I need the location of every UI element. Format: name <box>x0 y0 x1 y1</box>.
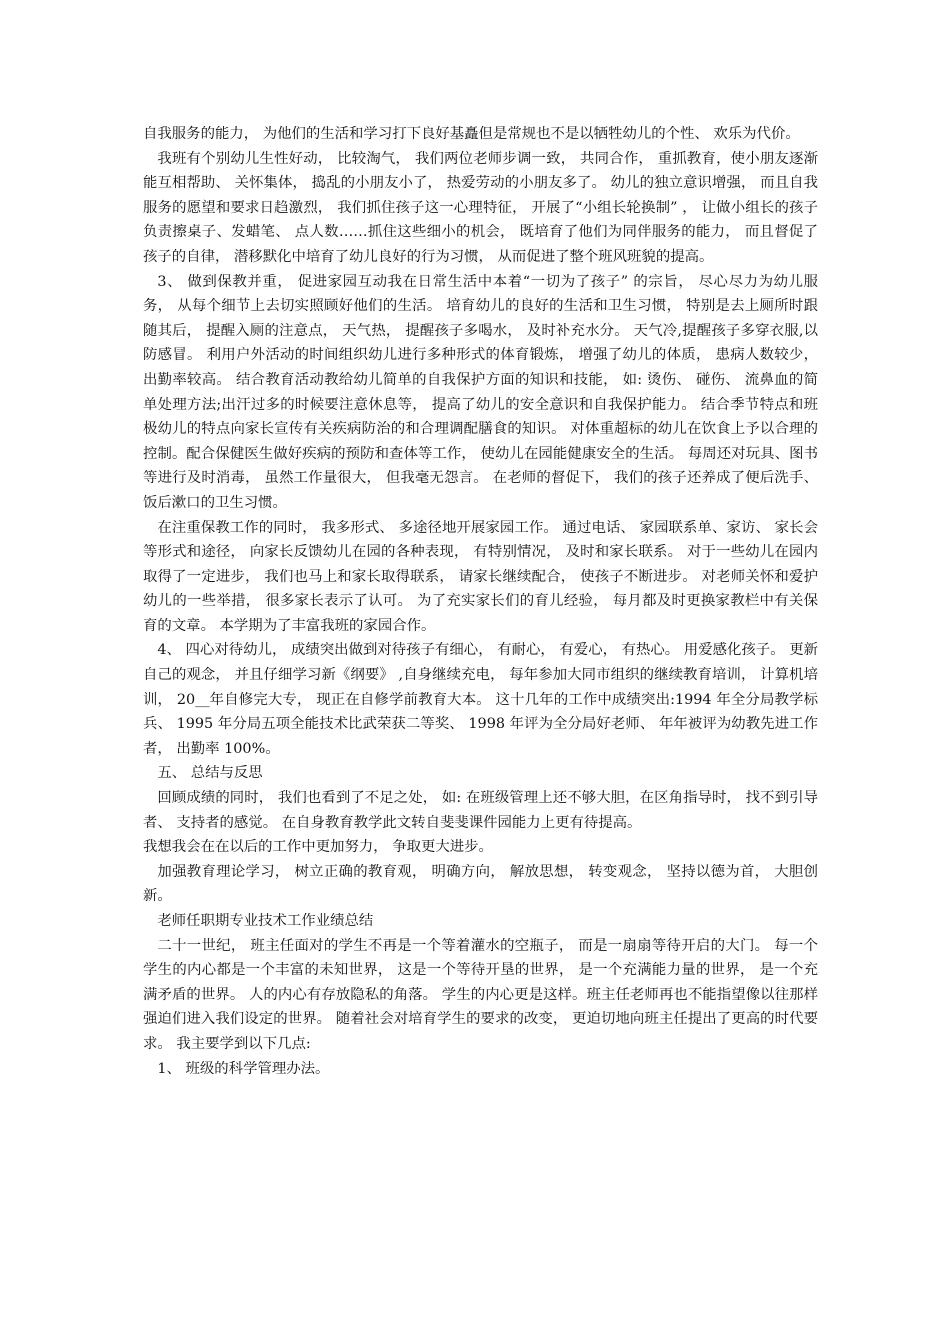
paragraph-four-hearts: 4、 四心对待幼儿， 成绩突出做到对待孩子有细心， 有耐心， 有爱心， 有热心。 用爱感化孩子。 更新自己的观念， 并且仔细学习新《纲要》 ,自身继续充电， 每年参加大同市组织的继续教育培训， 计算机培训， 20__年自修完大专， 现正在自修学前教育大本。 这十几年的工作中成绩突出:1994 年全分局教学标兵、 1995 年分局五项全能技术比武荣获二等奖、 1998 年评为全分局好老师、 年年被评为幼教先进工作者， 出勤率 100%。 <box>143 642 818 757</box>
paragraph-home-school: 在注重保教工作的同时， 我多形式、 多途径地开展家园工作。 通过电话、 家园联系单、家访、 家长会等形式和途径， 向家长反馈幼儿在园的各种表现， 有特别情况， 及时和家长联系。 对于一些幼儿在园内取得了一定进步， 我们也马上和家长取得联系， 请家长继续配合， 使孩子不断进步。 对老师关怀和爱护幼儿的一些举措， 很多家长表示了认可。 为了充实家长们的育儿经验， 每月都及时更换家教栏中有关保育的文章。 本学期为了丰富我班的家园合作。 <box>143 519 818 634</box>
document-body <box>143 122 818 1081</box>
paragraph-twenty-first-century: 二十一世纪， 班主任面对的学生不再是一个等着灌水的空瓶子， 而是一扇扇等待开启的大门。 每一个学生的内心都是一个丰富的未知世界， 这是一个等待开垦的世界， 是一个充满能力量的世界， 是一个充满矛盾的世界。 人的内心有存放隐私的角落。 学生的内心更是这样。班主任老师再也不能指望像以往那样强迫们进入我们设定的世界。 随着社会对培育学生的要求的改变， 更迫切地向班主任提出了更高的时代要求。 我主要学到以下几点: <box>143 937 818 1052</box>
paragraph-effort: 我想我会在在以后的工作中更加努力， 争取更大进步。 <box>143 839 493 856</box>
document-title: 老师任职期专业技术工作业绩总结 <box>157 913 374 929</box>
paragraph-theory-study: 加强教育理论学习， 树立正确的教育观， 明确方向， 解放思想， 转变观念， 坚持以德为首， 大胆创新。 <box>143 863 818 905</box>
paragraph-self-service: 自我服务的能力， 为他们的生活和学习打下良好基矗但是常规也不是以牺牲幼儿的个性、 欢乐为代价。 <box>143 126 800 142</box>
section-heading-summary: 五、 总结与反思 <box>157 765 263 782</box>
paragraph-reflection: 回顾成绩的同时， 我们也看到了不足之处， 如: 在班级管理上还不够大胆，在区角指导时， 找不到引导者、 支持者的感觉。 在自身教育教学此文转自斐斐课件园能力上更有待提高。 <box>143 790 818 831</box>
paragraph-care-and-education: 3、 做到保教并重， 促进家园互动我在日常生活中本着“一切为了孩子” 的宗旨， 尽心尽力为幼儿服务， 从每个细节上去切实照顾好他们的生活。 培育幼儿的良好的生活和卫生习惯， 特别是去上厕所时跟随其后， 提醒入厕的注意点， 天气热， 提醒孩子多喝水， 及时补充水分。 天气冷,提醒孩子多穿衣服,以防感冒。 利用户外活动的时间组织幼儿进行多种形式的体育锻炼， 增强了幼儿的体质， 患病人数较少， 出勤率较高。 结合教育活动教给幼儿简单的自我保护方面的知识和技能， 如: 烫伤、 碰伤、 流鼻血的简单处理方法;出汗过多的时候要注意休息等， 提高了幼儿的安全意识和自我保护能力。 结合季节特点和班极幼儿的特点向家长宣传有关疾病防治的和合理调配膳食的知识。 对体重超标的幼儿在饮食上予以合理的控制。配合保健医生做好疾病的预防和查体等工作， 使幼儿在园能健康安全的生活。 每周还对玩具、图书等进行及时消毒， 虽然工作量很大， 但我毫无怨言。 在老师的督促下， 我们的孩子还养成了便后洗手、 饭后漱口的卫生习惯。 <box>143 273 818 511</box>
paragraph-class-management: 我班有个别幼儿生性好动， 比较淘气， 我们两位老师步调一致， 共同合作， 重抓教育，使小朋友逐渐能互相帮助、 关怀集体， 捣乱的小朋友小了， 热爱劳动的小朋友多了。 幼儿的独立意识增强， 而且自我服务的愿望和要求日趋激烈， 我们抓住孩子这一心理特征， 开展了“小组长轮换制” ， 让做小组长的孩子负责擦桌子、发蜡笔、 点人数……抓住这些细小的机会， 既培育了他们为同伴服务的能力， 而且督促了孩子的自律， 潜移默化中培育了幼儿良好的行为习惯， 从而促进了整个班风班貌的提高。 <box>143 150 818 265</box>
list-item-scientific-management: 1、 班级的科学管理办法。 <box>157 1060 330 1077</box>
